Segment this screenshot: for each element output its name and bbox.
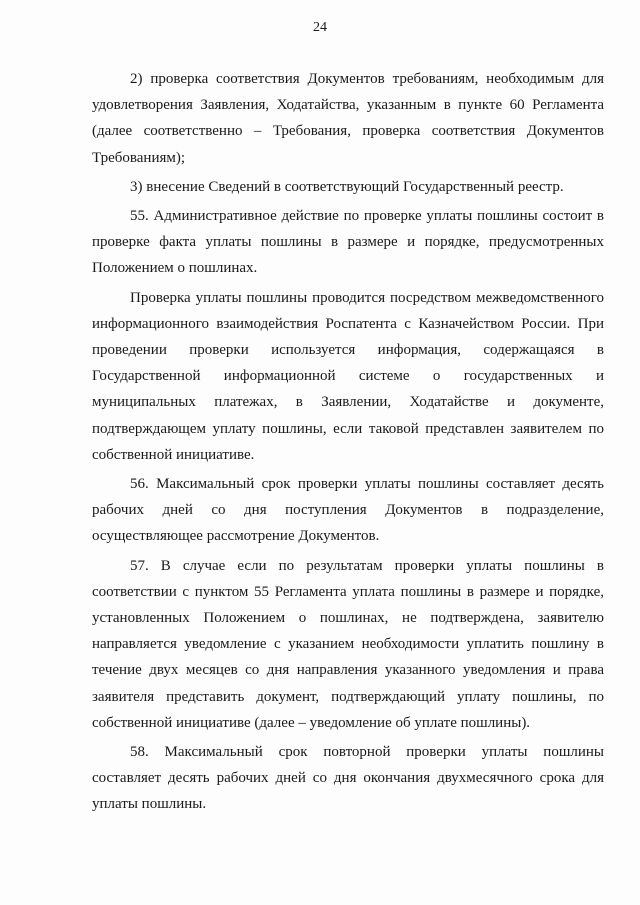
- paragraph-clause-58: 58. Максимальный срок повторной проверки уплаты пошлины составляет десять рабочих дней со дня окончания двухмесячного срока для уплаты пошлины.: [92, 744, 604, 813]
- paragraph-clause-55: 55. Административное действие по проверке уплаты пошлины состоит в проверке факта уплаты пошлины в размере и порядке, предусмотренных Положением о пошлинах.: [92, 208, 604, 277]
- page-number: 24: [313, 20, 327, 35]
- paragraph-clause-57: 57. В случае если по результатам проверки уплаты пошлины в соответствии с пунктом 55 Регламента уплата пошлины в размере и порядке, установленных Положением о пошлинах, не подтверждена, заявителю направляется уведомление с указанием необходимости уплатить пошлину в течение двух месяцев со дня направления указанного уведомления и права заявителя представить документ, подтверждающий уплату пошлины, по собственной инициативе (далее – уведомление об уплате пошлины).: [92, 557, 604, 731]
- paragraph-item-2: 2) проверка соответствия Документов требованиям, необходимым для удовлетворения Заявления, Ходатайства, указанным в пункте 60 Регламента (далее соответственно – Требования, проверка соответствия Документов Требованиям);: [92, 71, 604, 166]
- document-body: [92, 66, 604, 818]
- paragraph-item-3: 3) внесение Сведений в соответствующий Государственный реестр.: [130, 178, 564, 195]
- paragraph-fee-check-procedure: Проверка уплаты пошлины проводится посредством межведомственного информационного взаимодействия Роспатента с Казначейством России. При проведении проверки используется информация, содержащаяся в Государственной информационной системе о государственных и муниципальных платежах, в Заявлении, Ходатайстве и документе, подтверждающем уплату пошлины, если таковой представлен заявителем по собственной инициативе.: [92, 289, 604, 463]
- paragraph-clause-56: 56. Максимальный срок проверки уплаты пошлины составляет десять рабочих дней со дня поступления Документов в подразделение, осуществляющее рассмотрение Документов.: [92, 476, 604, 545]
